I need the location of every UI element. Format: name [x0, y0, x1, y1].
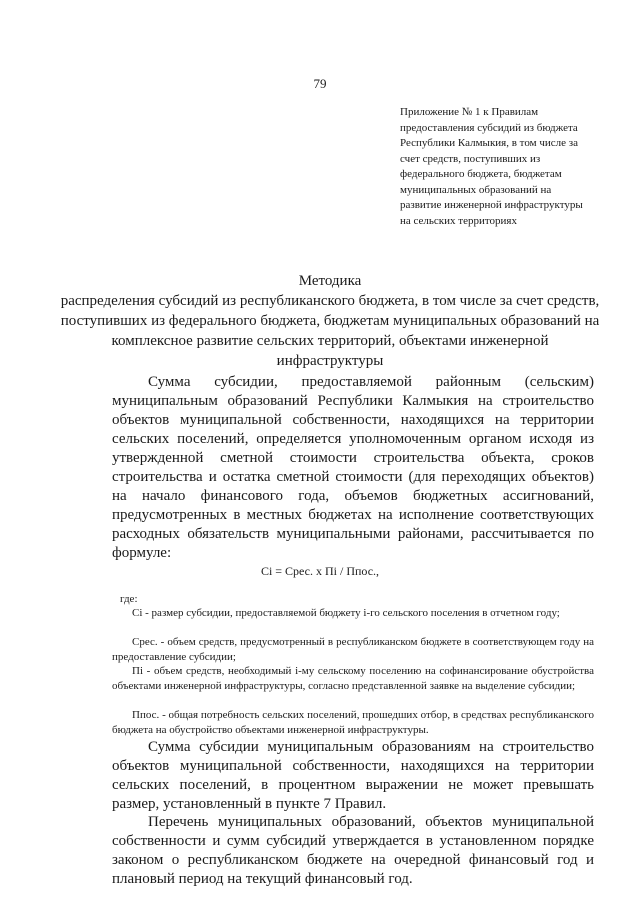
formula: Ci = Срес. х Пi / Ппос.,: [260, 564, 380, 578]
paragraph-1: Сумма субсидии, предоставляемой районным (сельским) муниципальным образований Республики Калмыкия на строительство объектов муниципальной собственности, находящихся на территории сельских поселений, определяется уполномоченным органом исходя из утвержденной сметной стоимости строительства объекта, сроков строительства и остатка сметной стоимости (для переходящих объектов) на начало финансового года, объемов бюджетных ассигнований, предусмотренных в местных бюджетах на исполнение соответствующих расходных обязательств муниципальными районами, рассчитывается по формуле:: [112, 374, 594, 561]
definition-ci: Ci - размер субсидии, предоставляемой бюджету i-го сельского поселения в отчетном году;: [132, 607, 560, 619]
title-subtitle: распределения субсидий из республиканского бюджета, в том числе за счет средств, поступивших из федерального бюджета, бюджетам муниципальных образований на комплексное развитие сельских территорий, объектами инженерной инфраструктуры: [60, 293, 600, 369]
page-number: 79: [313, 76, 327, 91]
title-heading: Методика: [298, 273, 362, 289]
appendix-note: Приложение № 1 к Правилам предоставления субсидий из бюджета Республики Калмыкия, в том числе за счет средств, поступивших из федерального бюджета, бюджетам муниципальных образований на развитие инженерной инфраструктуры на сельских территориях: [400, 106, 583, 227]
paragraph-3: Перечень муниципальных образований, объектов муниципальной собственности и сумм субсидий утверждается в установленном порядке законом о республиканском бюджете на очередной финансовый год и плановый период на текущий финансовый год.: [112, 814, 594, 887]
where-label: где:: [120, 593, 138, 605]
definition-sres: Срес. - объем средств, предусмотренный в республиканском бюджете в соответствующем году на предоставление субсидии;: [112, 636, 594, 663]
definition-ppos: Ппос. - общая потребность сельских поселений, прошедших отбор, в средствах республиканского бюджета на обустройство объектами инженерной инфраструктуры.: [112, 709, 594, 736]
definition-pi: Пi - объем средств, необходимый i-му сельскому поселению на софинансирование обустройства объектами инженерной инфраструктуры, согласно представленной заявке на выделение субсидии;: [112, 665, 594, 692]
document-title: [60, 271, 600, 371]
paragraph-2: Сумма субсидии муниципальным образованиям на строительство объектов муниципальной собственности, находящихся на территории сельских поселений, в процентном выражении не может превышать размер, установленный в пункте 7 Правил.: [112, 739, 594, 812]
